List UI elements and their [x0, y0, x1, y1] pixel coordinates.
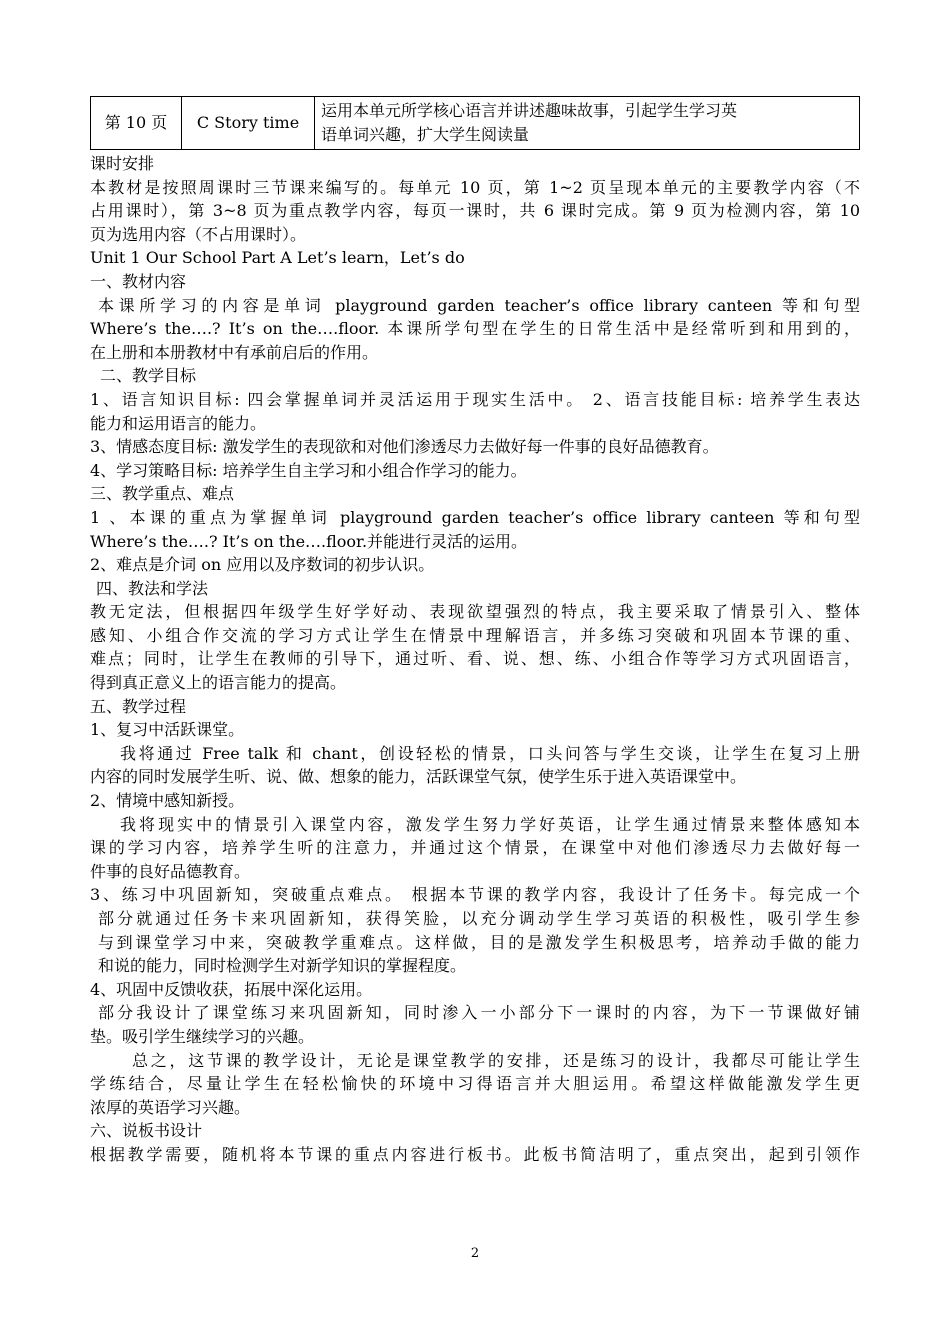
subsection-heading: 4、巩固中反馈收获，拓展中深化运用。 [90, 979, 373, 999]
paragraph-line: 件事的良好品德教育。 [90, 861, 251, 881]
paragraph-line: 学练结合，尽量让学生在轻松愉快的环境中习得语言并大胆运用。希望这样做能激发学生更 [90, 1074, 860, 1094]
paragraph-line: 本教材是按照周课时三节课来编写的。每单元 10 页，第 1~2 页呈现本单元的主要教学内容（不 [90, 177, 860, 197]
paragraph-line: 教无定法，但根据四年级学生好学好动、表现欲望强烈的特点，我主要采取了情景引入、整体 [90, 602, 860, 622]
unit-title: Unit 1 Our School Part A Let’s learn，Let’s do [90, 248, 465, 268]
description-line: 语单词兴趣，扩大学生阅读量 [321, 125, 530, 144]
paragraph-line: 我将现实中的情景引入课堂内容，激发学生努力学好英语，让学生通过情景来整体感知本 [120, 814, 860, 834]
paragraph-line: 部分我设计了课堂练习来巩固新知，同时渗入一小部分下一课时的内容，为下一节课做好铺 [98, 1003, 860, 1023]
section-heading: 三、教学重点、难点 [90, 484, 235, 504]
paragraph-line: 占用课时），第 3~8 页为重点教学内容，每页一课时，共 6 课时完成。第 9 页为检测内容，第 10 [90, 201, 860, 221]
paragraph-line: 感知、小组合作交流的学习方式让学生在情景中理解语言，并多练习突破和巩固本节课的重、 [90, 625, 860, 645]
section-heading: 四、教法和学法 [96, 578, 209, 598]
paragraph-line: 浓厚的英语学习兴趣。 [90, 1097, 251, 1117]
paragraph-line: 根据教学需要，随机将本节课的重点内容进行板书。此板书简洁明了，重点突出，起到引领作 [90, 1144, 860, 1164]
document-page [90, 96, 860, 1167]
paragraph-line: 难点；同时，让学生在教师的引导下，通过听、看、说、想、练、小组合作等学习方式巩固语言， [90, 649, 860, 669]
paragraph-line: 1 、本课的重点为掌握单词 playground garden teacher’s office library canteen 等和句型 [90, 507, 860, 527]
paragraph-line: Where’s the….? It’s on the….floor.并能进行灵活的运用。 [90, 531, 528, 551]
section-heading: 一、教材内容 [90, 271, 187, 291]
subsection-heading: 1、复习中活跃课堂。 [90, 720, 245, 740]
paragraph-line: 4、学习策略目标: 培养学生自主学习和小组合作学习的能力。 [90, 460, 527, 480]
page-number: 2 [470, 1246, 480, 1261]
subsection-heading: 3、练习中巩固新知，突破重点难点。 根据本节课的教学内容，我设计了任务卡。每完成一个 [90, 885, 860, 905]
paragraph-line: 与到课堂学习中来，突破教学重难点。这样做，目的是激发学生积极思考，培养动手做的能力 [98, 932, 860, 952]
paragraph-line: 我将通过 Free talk 和 chant，创设轻松的情景，口头问答与学生交谈，让学生在复习上册 [120, 743, 860, 763]
paragraph-line: 2、难点是介词 on 应用以及序数词的初步认识。 [90, 555, 435, 575]
paragraph-line: 总之，这节课的教学设计，无论是课堂教学的安排，还是练习的设计，我都尽可能让学生 [132, 1050, 860, 1070]
subsection-heading: 2、情境中感知新授。 [90, 791, 245, 811]
paragraph-line: 能力和运用语言的能力。 [90, 413, 267, 433]
paragraph-line: 得到真正意义上的语言能力的提高。 [90, 673, 347, 693]
paragraph-line: 部分就通过任务卡来巩固新知，获得笑脸，以充分调动学生学习英语的积极性，吸引学生参 [98, 909, 860, 928]
paragraph-line: 在上册和本册教材中有承前启后的作用。 [90, 342, 379, 362]
body-text [90, 152, 860, 1167]
paragraph-line: 课的学习内容，培养学生听的注意力，并通过这个情景，在课堂中对他们渗透尽力去做好每一 [90, 838, 860, 858]
section-cell: C Story time [182, 97, 315, 150]
paragraph-line: 1、语言知识目标: 四会掌握单词并灵活运用于现实生活中。 2、语言技能目标: 培养学生表达 [90, 389, 860, 409]
table-row [91, 97, 860, 150]
unit-table [90, 96, 860, 150]
description-cell [315, 97, 860, 150]
description-line: 运用本单元所学核心语言并讲述趣味故事，引起学生学习英 [321, 101, 738, 120]
heading-schedule: 课时安排 [90, 154, 155, 173]
page-cell: 第 10 页 [91, 97, 182, 150]
paragraph-line: 垫。吸引学生继续学习的兴趣。 [90, 1026, 315, 1046]
paragraph-line: 本课所学习的内容是单词 playground garden teacher’s office library canteen 等和句型 [98, 295, 860, 315]
section-heading: 二、教学目标 [100, 366, 197, 386]
section-heading: 五、教学过程 [90, 696, 187, 716]
section-heading: 六、说板书设计 [90, 1121, 203, 1141]
paragraph-line: 和说的能力，同时检测学生对新学知识的掌握程度。 [98, 956, 467, 976]
paragraph-line: 3、情感态度目标: 激发学生的表现欲和对他们渗透尽力去做好每一件事的良好品德教育。 [90, 437, 719, 457]
paragraph-line: 内容的同时发展学生听、说、做、想象的能力，活跃课堂气氛，使学生乐于进入英语课堂中。 [90, 767, 747, 787]
paragraph-line: Where’s the….? It’s on the….floor. 本课所学句型在学生的日常生活中是经常听到和用到的， [90, 319, 860, 339]
paragraph-line: 页为选用内容（不占用课时）。 [90, 224, 307, 244]
